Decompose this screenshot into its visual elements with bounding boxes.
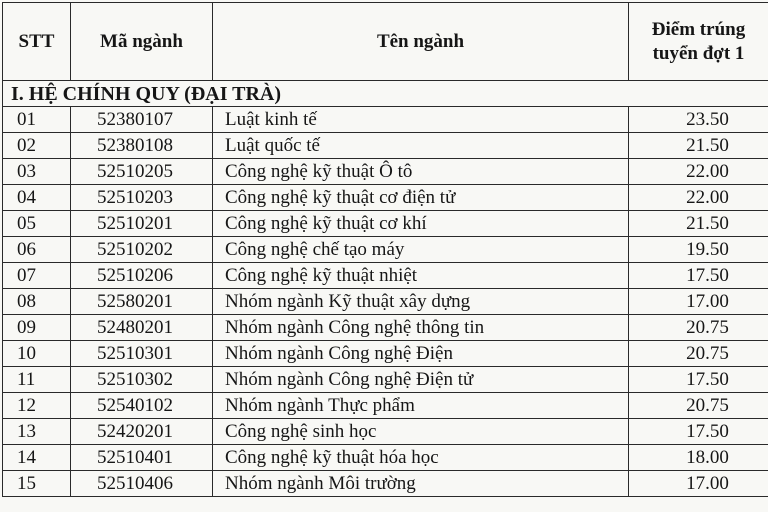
cell-name: Công nghệ sinh học xyxy=(213,419,629,445)
cell-name: Nhóm ngành Công nghệ Điện xyxy=(213,341,629,367)
section-title: I. HỆ CHÍNH QUY (ĐẠI TRÀ) xyxy=(3,81,768,107)
cell-stt: 08 xyxy=(3,289,71,315)
table-row xyxy=(3,107,768,133)
cell-stt: 10 xyxy=(3,341,71,367)
cell-code: 52510206 xyxy=(71,263,213,289)
cell-stt: 14 xyxy=(3,445,71,471)
cell-score: 17.50 xyxy=(629,263,768,289)
cell-code: 52580201 xyxy=(71,289,213,315)
cell-score: 17.00 xyxy=(629,471,768,497)
cell-stt: 13 xyxy=(3,419,71,445)
cell-score: 17.00 xyxy=(629,289,768,315)
cell-score: 17.50 xyxy=(629,419,768,445)
cell-stt: 15 xyxy=(3,471,71,497)
table-row xyxy=(3,237,768,263)
table-row xyxy=(3,471,768,497)
cell-code: 52510201 xyxy=(71,211,213,237)
table-body xyxy=(3,107,768,497)
cell-code: 52380107 xyxy=(71,107,213,133)
header-row xyxy=(3,3,768,81)
cell-score: 20.75 xyxy=(629,341,768,367)
cell-name: Công nghệ kỹ thuật cơ khí xyxy=(213,211,629,237)
cell-stt: 05 xyxy=(3,211,71,237)
cell-code: 52380108 xyxy=(71,133,213,159)
header-score xyxy=(629,3,768,81)
cell-score: 18.00 xyxy=(629,445,768,471)
cell-score: 21.50 xyxy=(629,133,768,159)
cell-stt: 11 xyxy=(3,367,71,393)
cell-stt: 01 xyxy=(3,107,71,133)
table-row xyxy=(3,133,768,159)
cell-score: 19.50 xyxy=(629,237,768,263)
table-row xyxy=(3,419,768,445)
cell-name: Nhóm ngành Công nghệ thông tin xyxy=(213,315,629,341)
table-row xyxy=(3,211,768,237)
cell-score: 20.75 xyxy=(629,315,768,341)
cell-stt: 04 xyxy=(3,185,71,211)
section-row xyxy=(3,81,768,107)
cell-code: 52510406 xyxy=(71,471,213,497)
cell-code: 52540102 xyxy=(71,393,213,419)
admission-score-table xyxy=(2,2,768,497)
cell-name: Công nghệ kỹ thuật hóa học xyxy=(213,445,629,471)
table-row xyxy=(3,263,768,289)
cell-code: 52510401 xyxy=(71,445,213,471)
cell-stt: 02 xyxy=(3,133,71,159)
cell-code: 52420201 xyxy=(71,419,213,445)
cell-score: 22.00 xyxy=(629,185,768,211)
cell-name: Công nghệ kỹ thuật Ô tô xyxy=(213,159,629,185)
cell-name: Công nghệ chế tạo máy xyxy=(213,237,629,263)
cell-score: 21.50 xyxy=(629,211,768,237)
cell-name: Nhóm ngành Kỹ thuật xây dựng xyxy=(213,289,629,315)
table-row xyxy=(3,341,768,367)
cell-stt: 07 xyxy=(3,263,71,289)
header-score-line2: tuyển đợt 1 xyxy=(652,42,745,64)
cell-score: 23.50 xyxy=(629,107,768,133)
cell-stt: 06 xyxy=(3,237,71,263)
table-row xyxy=(3,445,768,471)
cell-stt: 12 xyxy=(3,393,71,419)
cell-name: Luật kinh tế xyxy=(213,107,629,133)
header-code: Mã ngành xyxy=(71,3,213,81)
cell-name: Công nghệ kỹ thuật nhiệt xyxy=(213,263,629,289)
header-score-line1: Điểm trúng xyxy=(651,18,746,40)
table-row xyxy=(3,393,768,419)
cell-name: Công nghệ kỹ thuật cơ điện tử xyxy=(213,185,629,211)
cell-name: Nhóm ngành Thực phẩm xyxy=(213,393,629,419)
cell-name: Nhóm ngành Môi trường xyxy=(213,471,629,497)
table-row xyxy=(3,315,768,341)
table-row xyxy=(3,367,768,393)
table-row xyxy=(3,159,768,185)
cell-score: 20.75 xyxy=(629,393,768,419)
cell-code: 52510202 xyxy=(71,237,213,263)
cell-code: 52510205 xyxy=(71,159,213,185)
cell-stt: 09 xyxy=(3,315,71,341)
cell-name: Luật quốc tế xyxy=(213,133,629,159)
cell-score: 22.00 xyxy=(629,159,768,185)
cell-name: Nhóm ngành Công nghệ Điện tử xyxy=(213,367,629,393)
cell-code: 52510301 xyxy=(71,341,213,367)
cell-code: 52510302 xyxy=(71,367,213,393)
cell-code: 52510203 xyxy=(71,185,213,211)
table-row xyxy=(3,185,768,211)
cell-code: 52480201 xyxy=(71,315,213,341)
header-stt: STT xyxy=(3,3,71,81)
table-row xyxy=(3,289,768,315)
header-name: Tên ngành xyxy=(213,3,629,81)
cell-score: 17.50 xyxy=(629,367,768,393)
cell-stt: 03 xyxy=(3,159,71,185)
